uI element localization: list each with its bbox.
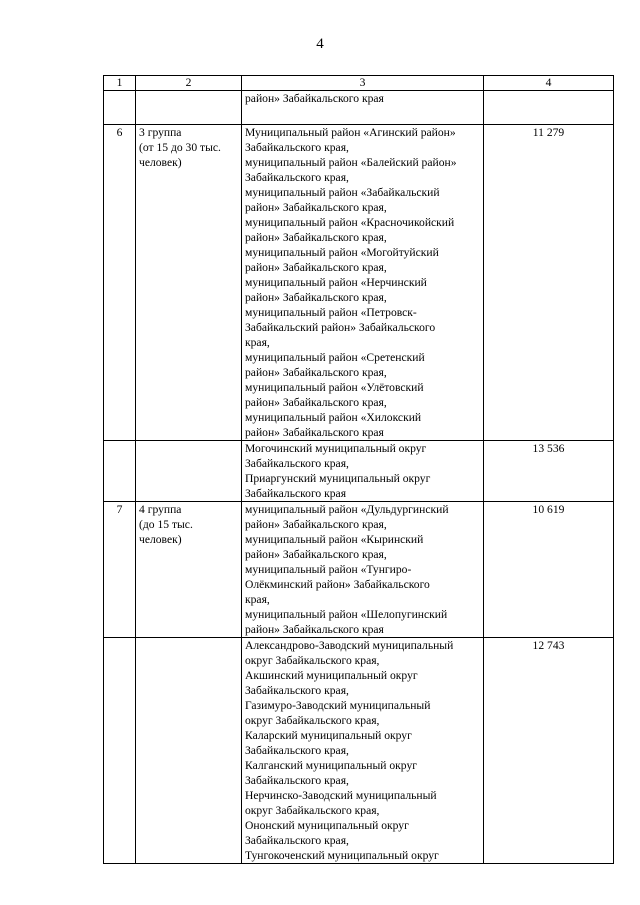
group-cell xyxy=(136,441,242,502)
page-number: 4 xyxy=(316,36,324,52)
group-cell: 3 группа (от 15 до 30 тыс. человек) xyxy=(136,125,242,441)
row-number: 7 xyxy=(104,502,136,638)
table-row xyxy=(104,441,614,502)
group-cell: 4 группа (до 15 тыс. человек) xyxy=(136,502,242,638)
row-number xyxy=(104,441,136,502)
table-row xyxy=(104,638,614,864)
table-row xyxy=(104,125,614,441)
group-cell xyxy=(136,91,242,125)
amount-cell: 11 279 xyxy=(484,125,614,441)
table-row xyxy=(104,91,614,125)
amount-cell: 13 536 xyxy=(484,441,614,502)
districts-cell: Александрово-Заводский муниципальный округ Забайкальского края, Акшинский муниципальный округ Забайкальского края, Газимуро-Заводский муниципальный округ Забайкальского края, Каларский муниципальный округ Забайкальского края, Калганский муниципальный округ Забайкальского края, Нерчинско-Заводский муниципальный округ Забайкальского края, Ононский муниципальный округ Забайкальского края, Тунгокоченский муниципальный округ xyxy=(242,638,484,864)
allocation-table xyxy=(103,75,614,864)
districts-cell: Могочинский муниципальный округ Забайкальского края, Приаргунский муниципальный округ Забайкальского края xyxy=(242,441,484,502)
table-header-row xyxy=(104,76,614,91)
header-col-2: 2 xyxy=(136,76,242,91)
districts-cell: муниципальный район «Дульдургинский район» Забайкальского края, муниципальный район «Кыринский район» Забайкальского края, муниципальный район «Тунгиро- Олёкминский район» Забайкальского края, муниципальный район «Шелопугинский район» Забайкальского края xyxy=(242,502,484,638)
amount-cell xyxy=(484,91,614,125)
districts-cell: район» Забайкальского края xyxy=(242,91,484,125)
header-col-1: 1 xyxy=(104,76,136,91)
group-cell xyxy=(136,638,242,864)
row-number xyxy=(104,638,136,864)
header-col-4: 4 xyxy=(484,76,614,91)
header-col-3: 3 xyxy=(242,76,484,91)
row-number: 6 xyxy=(104,125,136,441)
row-number xyxy=(104,91,136,125)
amount-cell: 10 619 xyxy=(484,502,614,638)
districts-cell: Муниципальный район «Агинский район» Забайкальского края, муниципальный район «Балейский район» Забайкальского края, муниципальный район «Забайкальский район» Забайкальского края, муниципальный район «Красночикойский район» Забайкальского края, муниципальный район «Могойтуйский район» Забайкальского края, муниципальный район «Нерчинский район» Забайкальского края, муниципальный район «Петровск- Забайкальский район» Забайкальского края, муниципальный район «Сретенский район» Забайкальского края, муниципальный район «Улётовский район» Забайкальского края, муниципальный район «Хилокский район» Забайкальского края xyxy=(242,125,484,441)
amount-cell: 12 743 xyxy=(484,638,614,864)
table-row xyxy=(104,502,614,638)
